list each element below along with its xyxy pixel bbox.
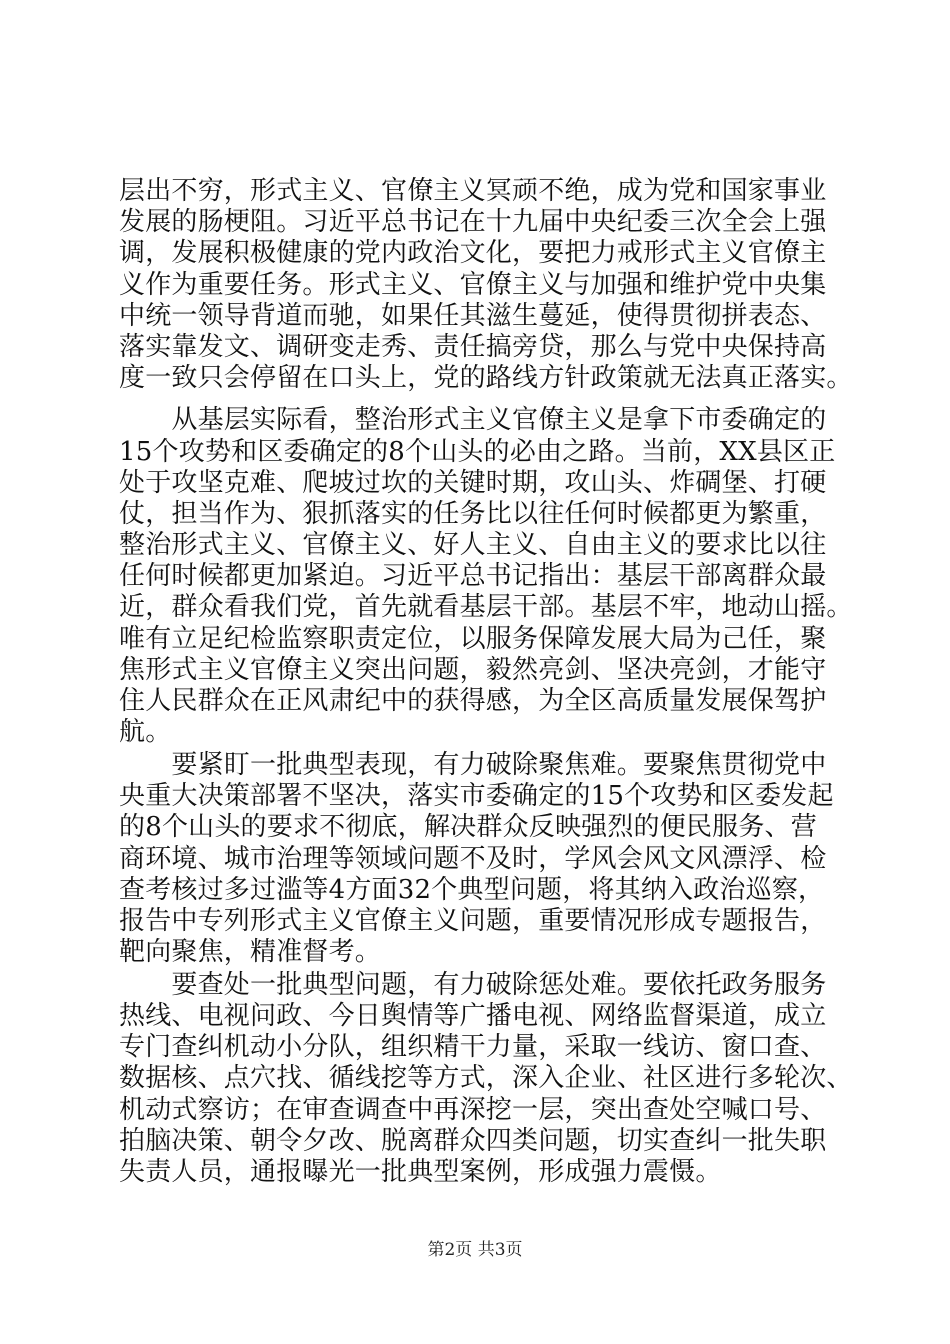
text-line: 住人民群众在正风肃纪中的获得感，为全区高质量发展保驾护 [119, 686, 827, 716]
text-line: 整治形式主义、官僚主义、好人主义、自由主义的要求比以往 [119, 530, 827, 560]
text-line: 仗，担当作为、狠抓落实的任务比以往任何时候都更为繁重， [119, 499, 827, 529]
text-line: 焦形式主义官僚主义突出问题，毅然亮剑、坚决亮剑，才能守 [119, 655, 827, 685]
text-line: 热线、电视问政、今日舆情等广播电视、网络监督渠道，成立 [119, 1001, 827, 1031]
text-line: 发展的肠梗阻。习近平总书记在十九届中央纪委三次全会上强 [119, 207, 827, 237]
text-line: 数据核、点穴找、循线挖等方式，深入企业、社区进行多轮次、 [119, 1063, 853, 1093]
text-line: 查考核过多过滥等4方面32个典型问题，将其纳入政治巡察， [119, 875, 825, 905]
text-line: 的8个山头的要求不彻底，解决群众反映强烈的便民服务、营 [119, 812, 817, 842]
text-line: 唯有立足纪检监察职责定位，以服务保障发展大局为己任，聚 [119, 624, 827, 654]
text-line: 航。 [119, 717, 172, 747]
text-line: 调，发展积极健康的党内政治文化，要把力戒形式主义官僚主 [119, 238, 827, 268]
text-line: 度一致只会停留在口头上，党的路线方针政策就无法真正落实。 [119, 363, 853, 393]
text-line: 拍脑决策、朝令夕改、脱离群众四类问题，切实查纠一批失职 [119, 1126, 827, 1156]
text-line: 15个攻势和区委确定的8个山头的必由之路。当前，XX县区正 [119, 437, 836, 467]
text-line: 靶向聚焦，精准督考。 [119, 937, 382, 967]
text-line: 专门查纠机动小分队，组织精干力量，采取一线访、窗口查、 [119, 1032, 827, 1062]
text-line: 要查处一批典型问题，有力破除惩处难。要依托政务服务 [119, 970, 827, 1000]
text-line: 处于攻坚克难、爬坡过坎的关键时期，攻山头、炸碉堡、打硬 [119, 468, 827, 498]
text-line: 中统一领导背道而驰，如果任其滋生蔓延，使得贯彻拼表态、 [119, 301, 827, 331]
text-line: 央重大决策部署不坚决，落实市委确定的15个攻势和区委发起 [119, 781, 834, 811]
text-line: 义作为重要任务。形式主义、官僚主义与加强和维护党中央集 [119, 270, 827, 300]
page-footer: 第2页 共3页 [427, 1240, 523, 1260]
text-line: 落实靠发文、调研变走秀、责任搞旁贷，那么与党中央保持高 [119, 332, 827, 362]
text-line: 失责人员，通报曝光一批典型案例，形成强力震慑。 [119, 1157, 722, 1187]
text-line: 从基层实际看，整治形式主义官僚主义是拿下市委确定的 [119, 405, 827, 435]
text-line: 商环境、城市治理等领域问题不及时，学风会风文风漂浮、检 [119, 844, 827, 874]
text-line: 层出不穷，形式主义、官僚主义冥顽不绝，成为党和国家事业 [119, 176, 827, 206]
text-line: 要紧盯一批典型表现，有力破除聚焦难。要聚焦贯彻党中 [119, 750, 827, 780]
text-line: 任何时候都更加紧迫。习近平总书记指出：基层干部离群众最 [119, 561, 827, 591]
text-line: 机动式察访；在审查调查中再深挖一层，突出查处空喊口号、 [119, 1095, 827, 1125]
text-line: 报告中专列形式主义官僚主义问题，重要情况形成专题报告， [119, 906, 827, 936]
text-line: 近，群众看我们党，首先就看基层干部。基层不牢，地动山摇。 [119, 592, 853, 622]
